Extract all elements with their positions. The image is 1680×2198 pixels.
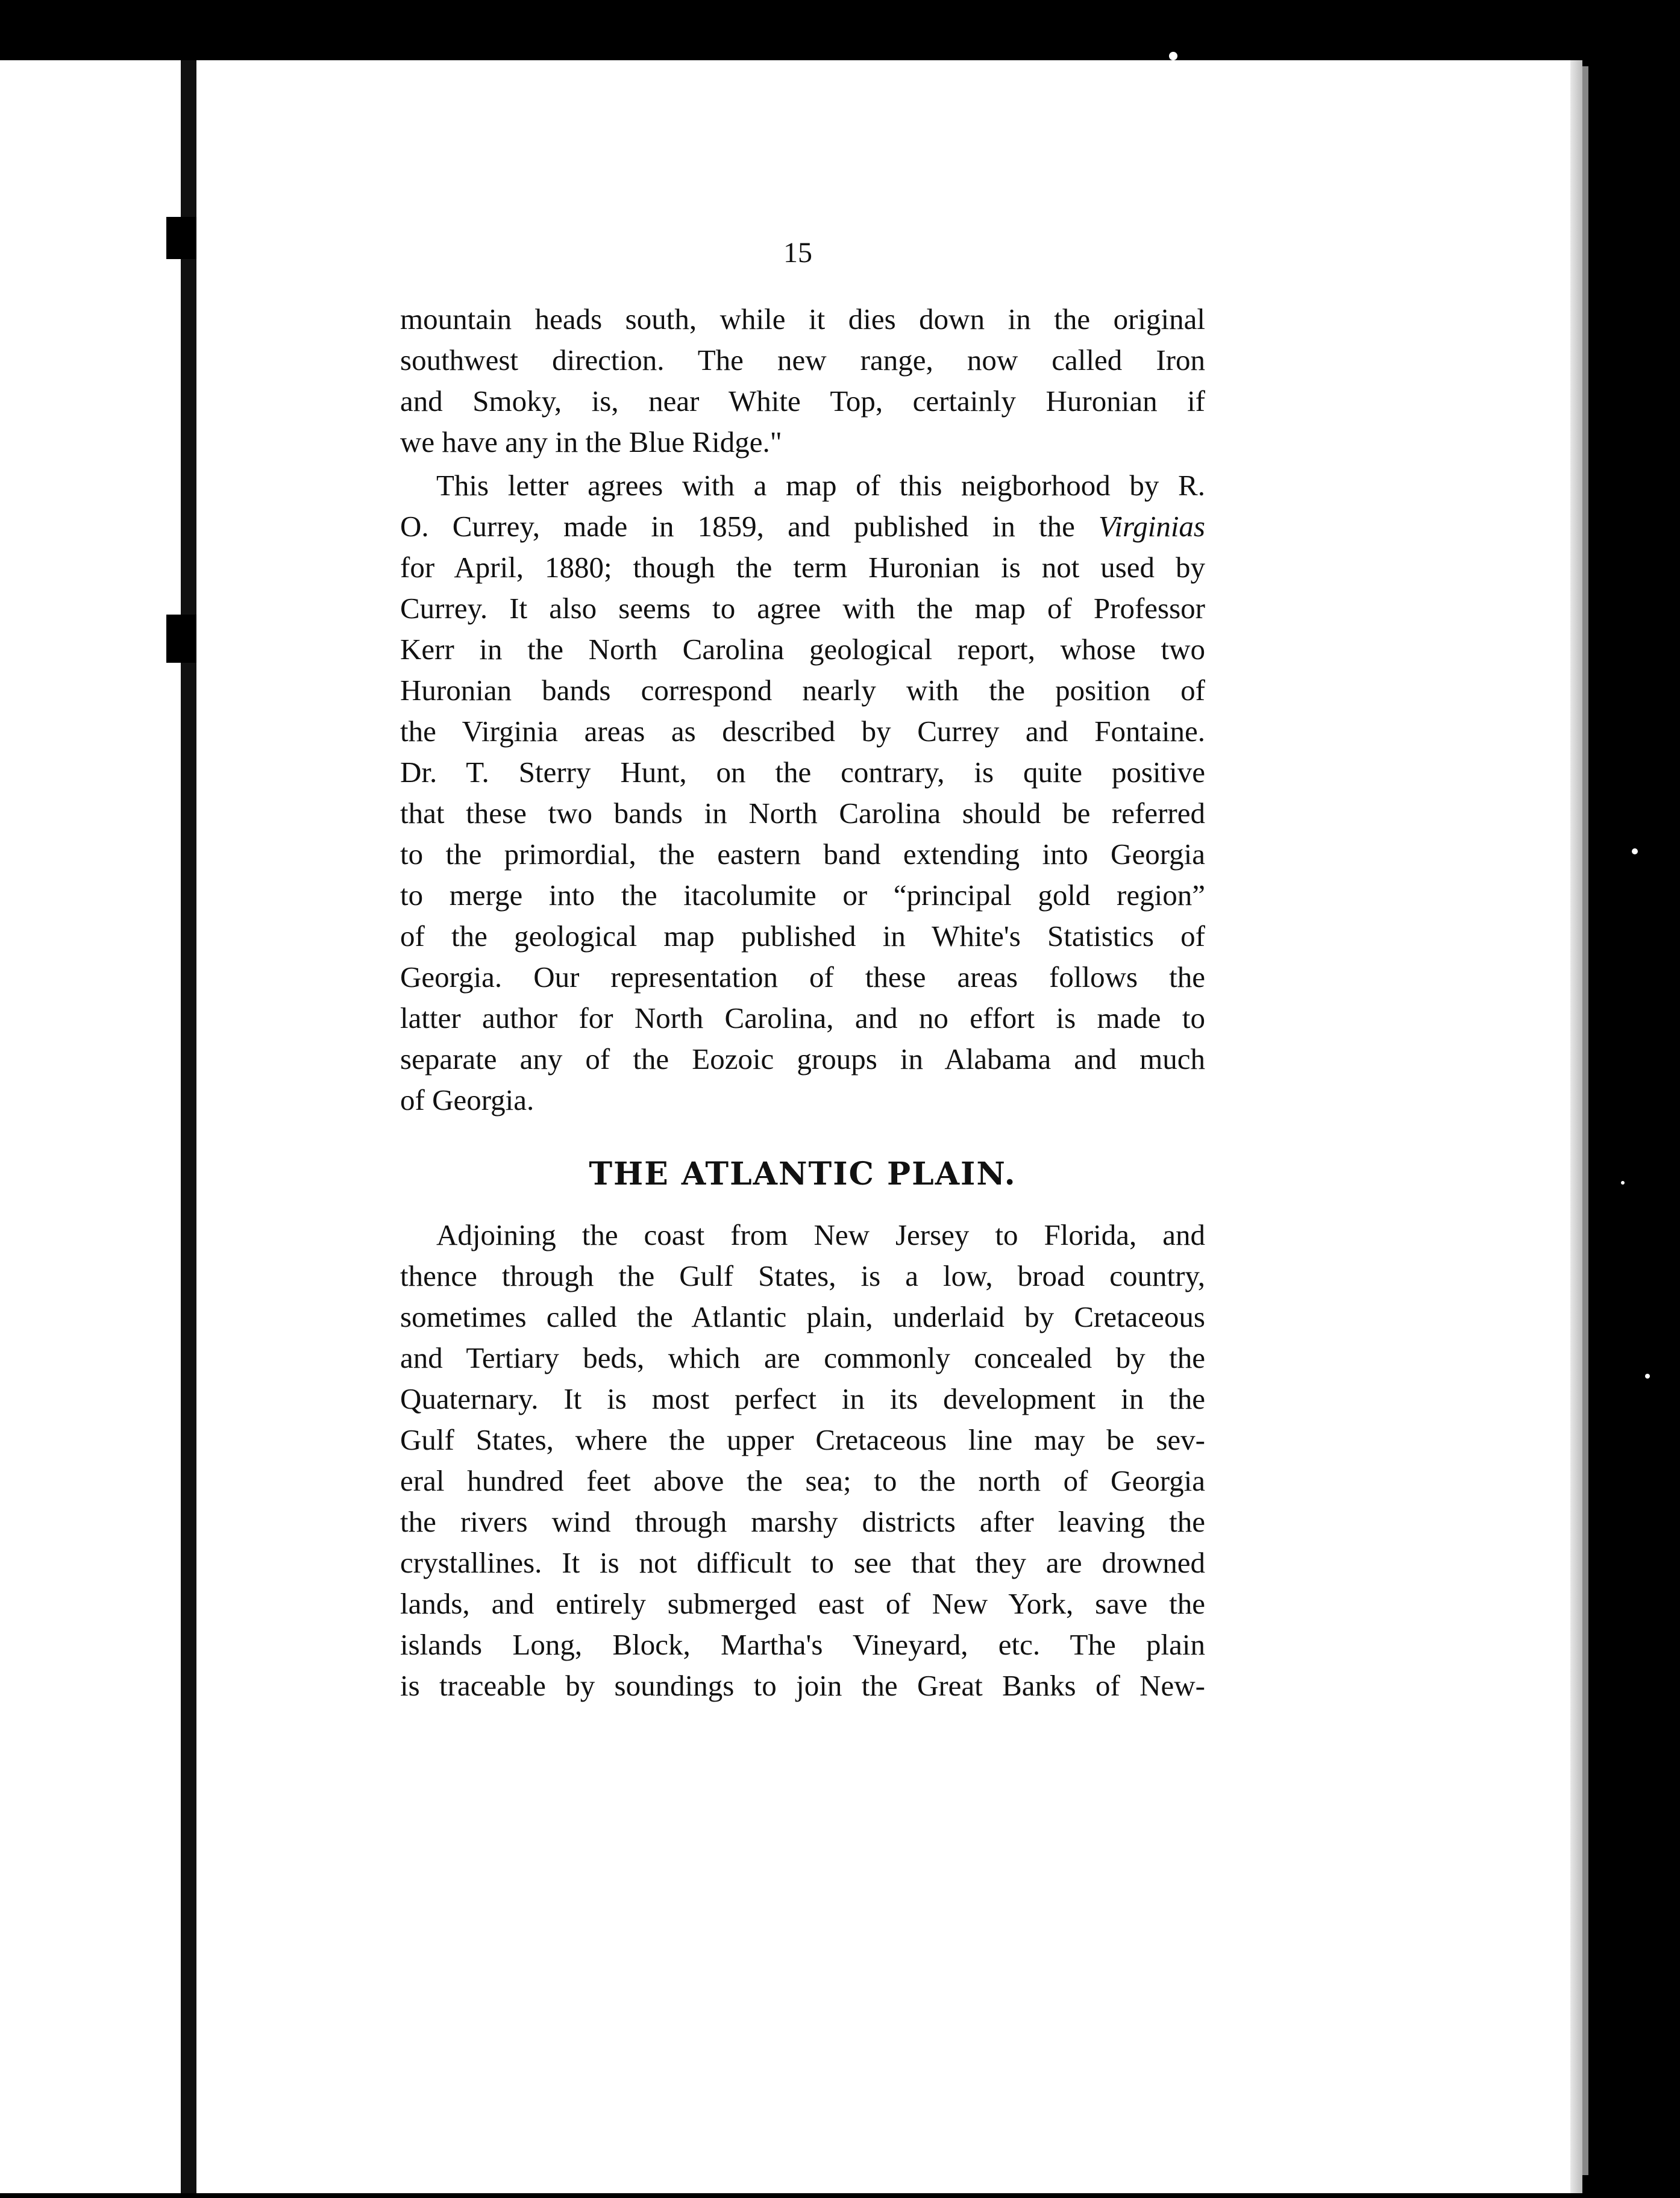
text-line: the Virginia areas as described by Currey and Fontaine. — [400, 715, 1205, 748]
text-line: lands, and entirely submerged east of New York, save the — [400, 1587, 1205, 1620]
page-edge-stack — [1582, 66, 1588, 2175]
text-line: Quaternary. It is most perfect in its development in the — [400, 1382, 1205, 1415]
text-line: mountain heads south, while it dies down in the original — [400, 302, 1205, 336]
text-line: Dr. T. Sterry Hunt, on the contrary, is quite positive — [400, 756, 1205, 789]
text-line: Gulf States, where the upper Cretaceous line may be sev- — [400, 1423, 1205, 1456]
text-line: eral hundred feet above the sea; to the north of Georgia — [400, 1464, 1205, 1497]
text-line: the rivers wind through marshy districts after leaving the — [400, 1505, 1205, 1538]
scan-dust-speck — [1645, 1374, 1650, 1379]
paragraph-atlantic-plain — [400, 1215, 1205, 1706]
page-number: 15 — [783, 237, 812, 269]
text-line: to merge into the itacolumite or “principal gold region” — [400, 878, 1205, 912]
text-line — [400, 506, 1205, 547]
text-line: sometimes called the Atlantic plain, underlaid by Cretaceous — [400, 1300, 1205, 1333]
scan-dust-speck — [1632, 848, 1638, 854]
paragraph-currey-letter — [400, 465, 1205, 1121]
text-line: thence through the Gulf States, is a low, broad country, — [400, 1259, 1205, 1292]
text-line: and Tertiary beds, which are commonly concealed by the — [400, 1341, 1205, 1374]
text-line: that these two bands in North Carolina should be referred — [400, 797, 1205, 830]
paragraph-continuation — [400, 299, 1205, 463]
text-line: Kerr in the North Carolina geological report, whose two — [400, 633, 1205, 666]
text-line: southwest direction. The new range, now called Iron — [400, 343, 1205, 377]
text-line: latter author for North Carolina, and no effort is made to — [400, 1001, 1205, 1035]
text-line: of the geological map published in White's Statistics of — [400, 919, 1205, 953]
book-gutter — [181, 60, 196, 2193]
text-line: islands Long, Block, Martha's Vineyard, etc. The plain — [400, 1628, 1205, 1661]
text-line: crystallines. It is not difficult to see that they are drowned — [400, 1546, 1205, 1579]
text-line: is traceable by soundings to join the Great Banks of New- — [400, 1669, 1205, 1702]
italic-title: Virginias — [1099, 510, 1205, 543]
text-line: Huronian bands correspond nearly with the position of — [400, 674, 1205, 707]
text-line: This letter agrees with a map of this neigborhood by R. — [436, 469, 1205, 502]
page-edge-shadow — [1570, 60, 1582, 2193]
text-line: Adjoining the coast from New Jersey to Florida, and — [436, 1218, 1205, 1251]
facing-page-edge — [0, 60, 181, 2193]
text-line: for April, 1880; though the term Huronian is not used by — [400, 551, 1205, 584]
scan-dust-speck — [1169, 52, 1177, 60]
text-line: and Smoky, is, near White Top, certainly Huronian if — [400, 384, 1205, 418]
text-line: Currey. It also seems to agree with the map of Professor — [400, 592, 1205, 625]
text-line: of Georgia. — [400, 1083, 534, 1116]
text-line: separate any of the Eozoic groups in Alabama and much — [400, 1042, 1205, 1076]
section-heading: THE ATLANTIC PLAIN. — [589, 1156, 1017, 1192]
text-line: we have any in the Blue Ridge." — [400, 425, 782, 459]
text-line: to the primordial, the eastern band extending into Georgia — [400, 838, 1205, 871]
scan-dust-speck — [1621, 1181, 1625, 1185]
text-fragment: O. Currey, made in 1859, and published in the — [400, 510, 1075, 543]
text-line: Georgia. Our representation of these areas follows the — [400, 960, 1205, 994]
